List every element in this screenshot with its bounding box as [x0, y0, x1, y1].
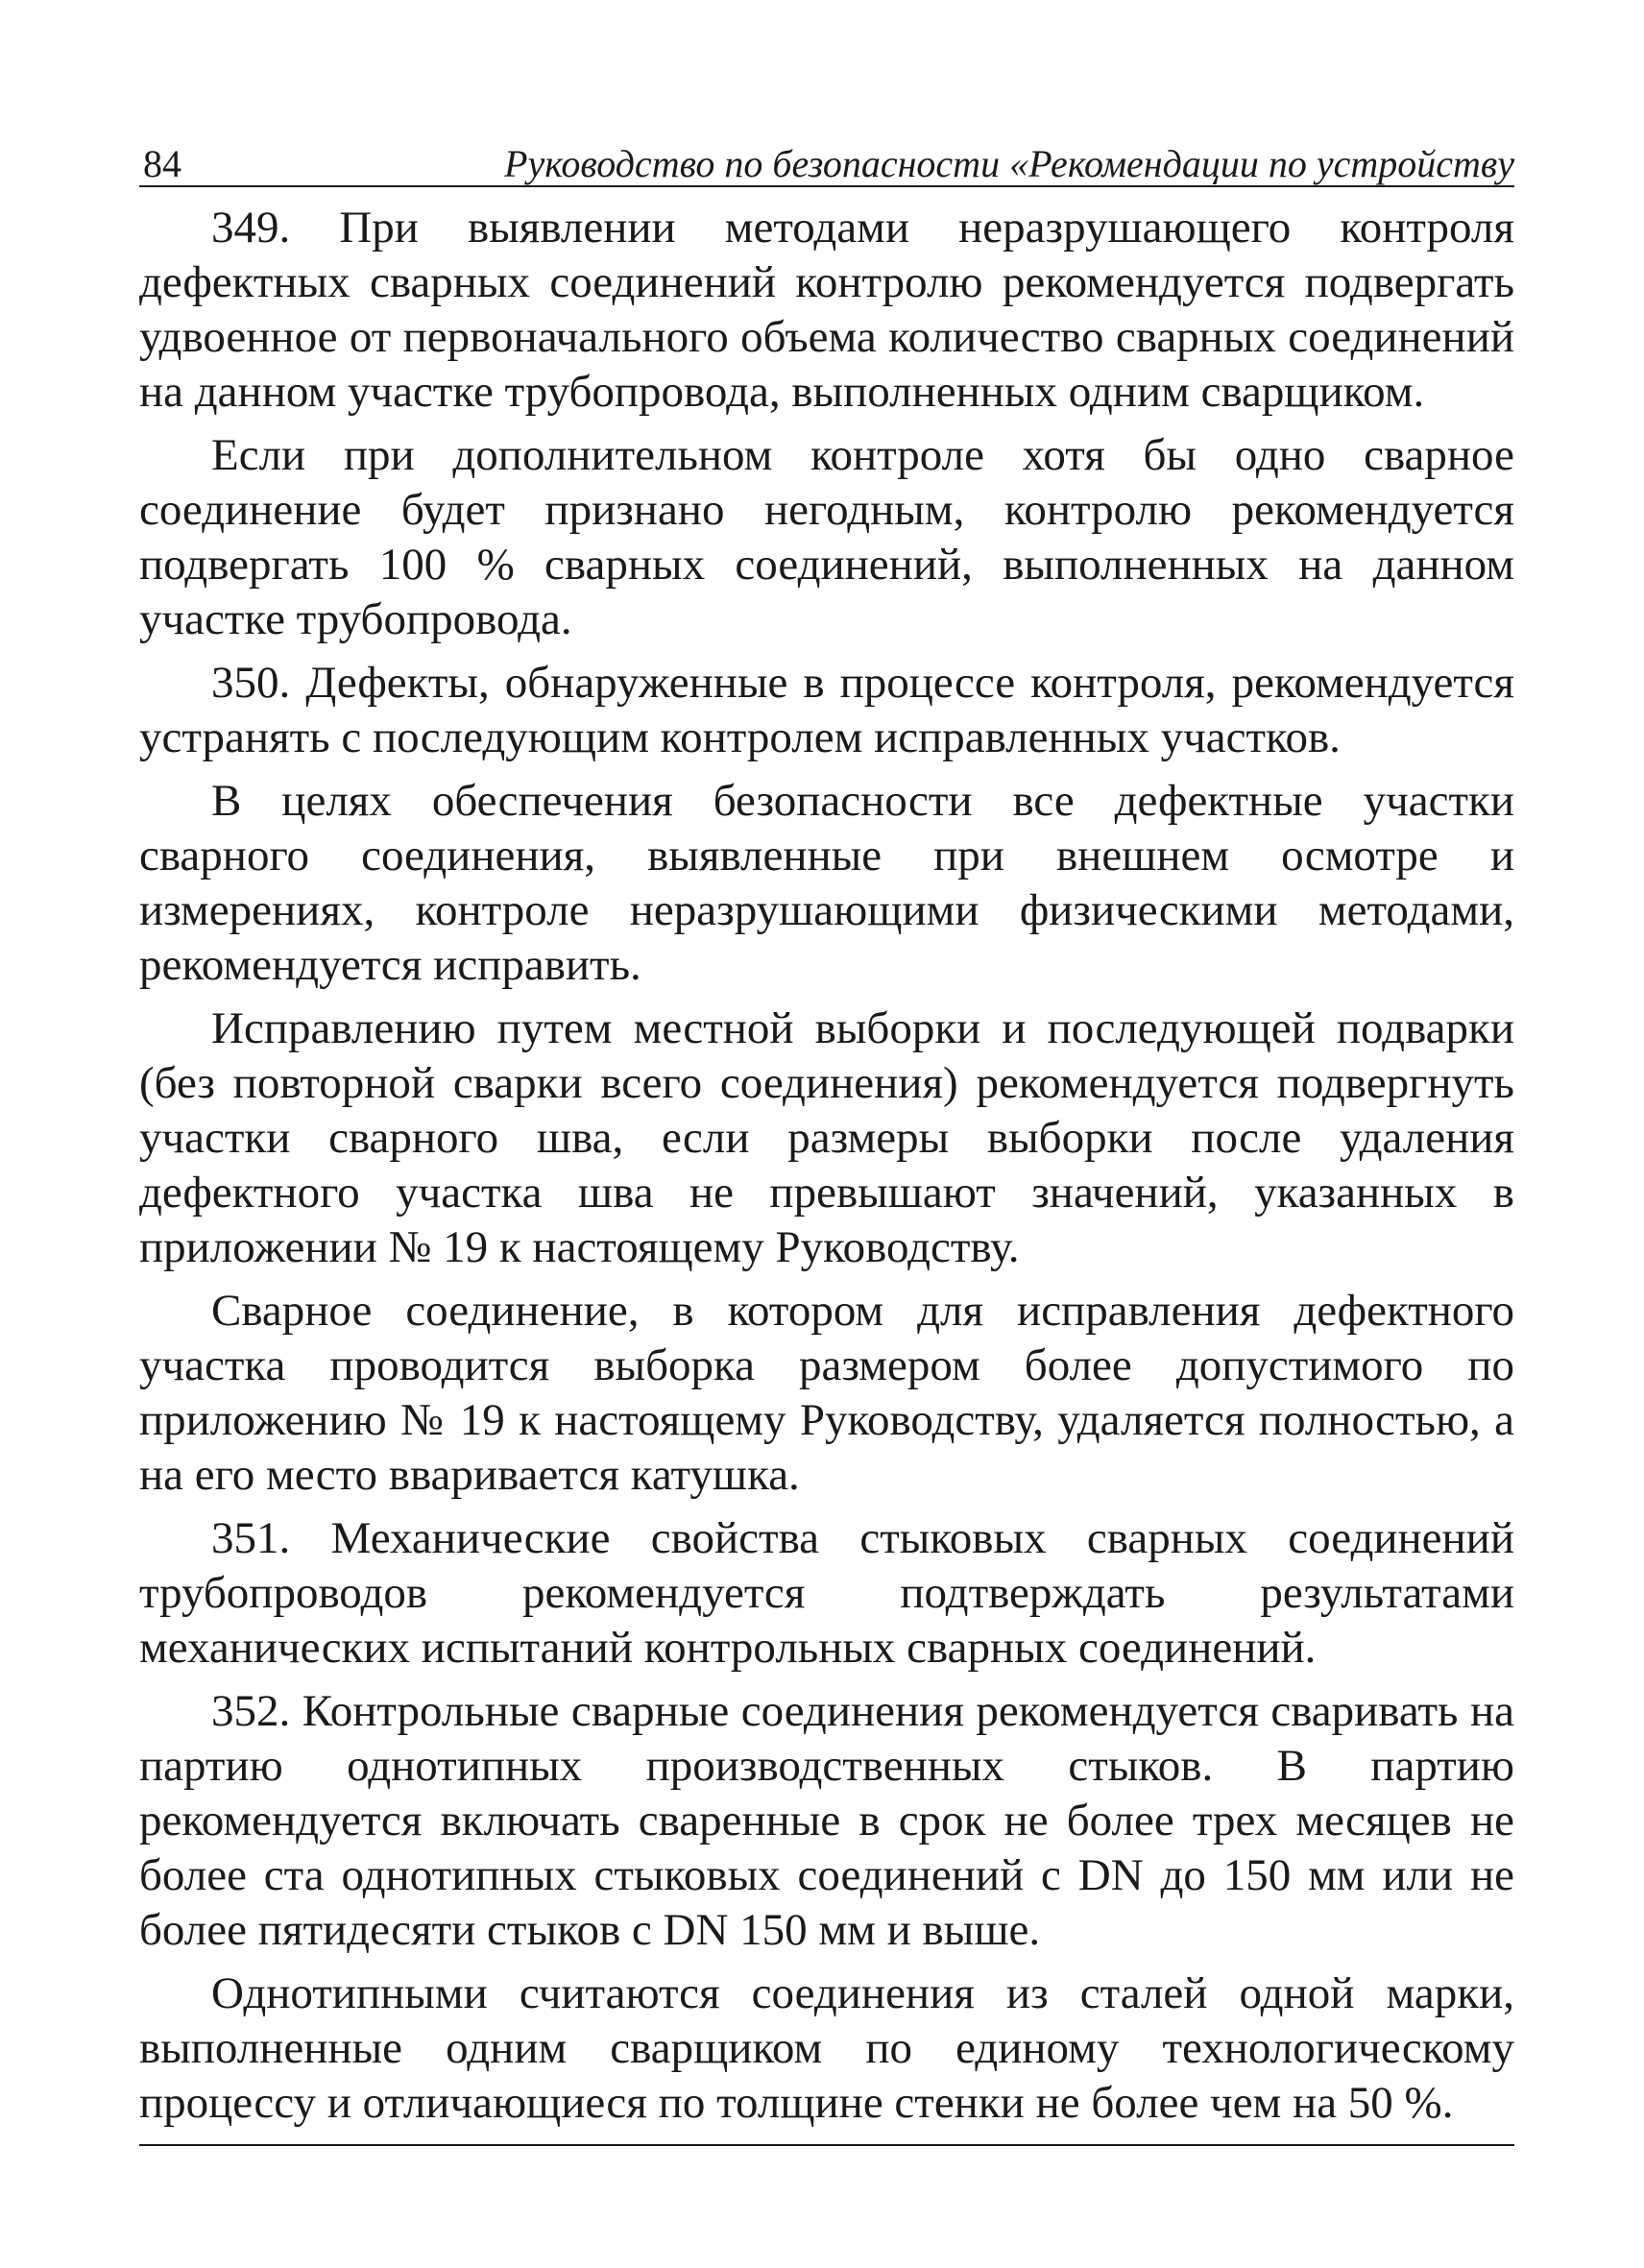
paragraph-350: 350. Дефекты, обнаруженные в процессе контроля, рекомендуется устранять с последующим контролем исправленных участков.	[139, 658, 1514, 762]
body-text	[139, 201, 1514, 2131]
bottom-rule	[139, 2144, 1514, 2146]
paragraph-350-spool: Сварное соединение, в котором для исправления дефектного участка проводится выборка размером более допустимого по приложению № 19 к настоящему Руководству, удаляется полностью, а на его место вваривается катушка.	[139, 1286, 1514, 1500]
paragraph-350-safety: В целях обеспечения безопасности все дефектные участки сварного соединения, выявленные при внешнем осмотре и измерениях, контроле неразрушающими физическими методами, рекомендуется исправить.	[139, 776, 1514, 990]
running-title: Руководство по безопасности «Рекомендации по устройству	[504, 142, 1514, 185]
paragraph-352-definition: Однотипными считаются соединения из сталей одной марки, выполненные одним сварщиком по единому технологическому процессу и отличающиеся по толщине стенки не более чем на 50 %.	[139, 1968, 1514, 2128]
book-page	[139, 130, 1514, 2146]
paragraph-349: 349. При выявлении методами неразрушающего контроля дефектных сварных соединений контролю рекомендуется подвергать удвоенное от первоначального объема количество сварных соединений на данном участке трубопровода, выполненных одним сварщиком.	[139, 203, 1514, 417]
paragraph-350-repair: Исправлению путем местной выборки и последующей подварки (без повторной сварки всего соединения) рекомендуется подвергнуть участки сварного шва, если размеры выборки после удаления дефектного участка шва не превышают значений, указанных в приложении № 19 к настоящему Руководству.	[139, 1003, 1514, 1272]
paragraph-351: 351. Механические свойства стыковых сварных соединений трубопроводов рекомендуется подтверждать результатами механических испытаний контрольных сварных соединений.	[139, 1513, 1514, 1673]
paragraph-352: 352. Контрольные сварные соединения рекомендуется сваривать на партию однотипных производственных стыков. В партию рекомендуется включать сваренные в срок не более трех месяцев не более ста однотипных стыковых соединений с DN до 150 мм или не более пятидесяти стыков с DN 150 мм и выше.	[139, 1686, 1514, 1955]
running-header	[139, 130, 1514, 187]
page-number: 84	[143, 142, 181, 185]
paragraph-349-continuation: Если при дополнительном контроле хотя бы одно сварное соединение будет признано негодным, контролю рекомендуется подвергать 100 % сварных соединений, выполненных на данном участке трубопровода.	[139, 430, 1514, 644]
